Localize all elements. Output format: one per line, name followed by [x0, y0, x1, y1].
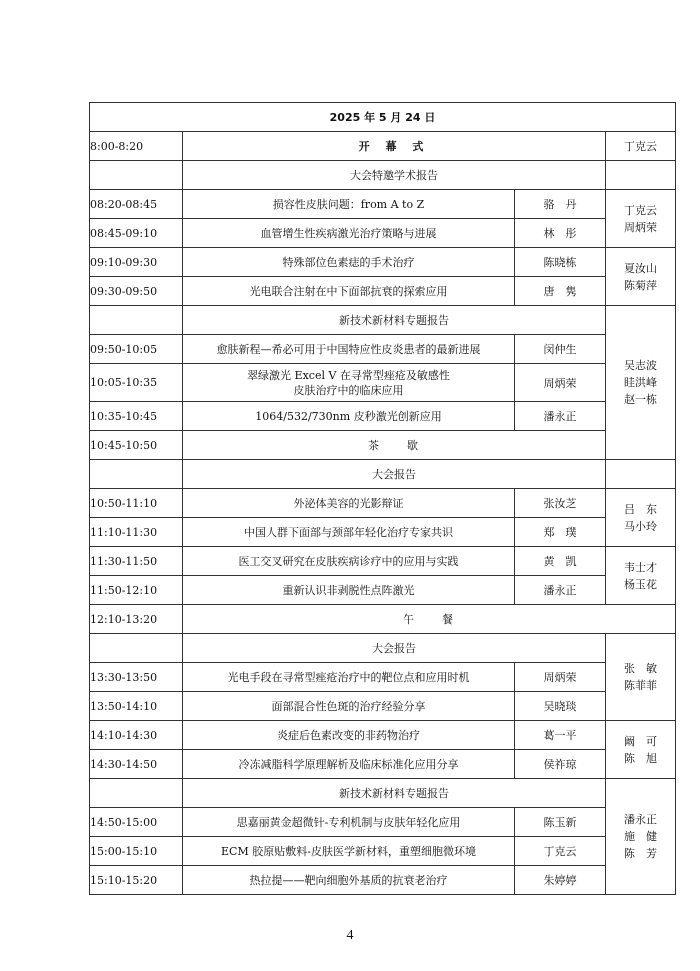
row-title: 血管增生性疾病激光治疗策略与进展	[183, 219, 515, 248]
row-speaker: 张汝芝	[515, 489, 606, 518]
row-speaker: 闵仲生	[515, 335, 606, 364]
session-chairs: 韦士才 杨玉花	[606, 547, 676, 605]
row-speaker: 骆 丹	[515, 190, 606, 219]
session-chairs: 潘永正 施 健 陈 芳	[606, 779, 676, 895]
row-time: 08:20-08:45	[90, 190, 183, 219]
row-title: 翠绿激光 Excel V 在寻常型痤疮及敏感性 皮肤治疗中的临床应用	[183, 364, 515, 402]
row-title: 1064/532/730nm 皮秒激光创新应用	[183, 402, 515, 431]
row-title: 中国人群下面部与颈部年轻化治疗专家共识	[183, 518, 515, 547]
section-header-newtech: 新技术新材料专题报告	[183, 779, 606, 808]
row-time: 13:30-13:50	[90, 663, 183, 692]
row-speaker: 陈玉新	[515, 808, 606, 837]
session-chairs: 张 敏 陈菲菲	[606, 634, 676, 721]
schedule-date: 2025 年 5 月 24 日	[90, 103, 676, 132]
session-chairs: 吕 东 马小玲	[606, 489, 676, 547]
row-speaker: 陈晓栋	[515, 248, 606, 277]
break-time: 10:45-10:50	[90, 431, 183, 460]
row-title: 光电手段在寻常型痤疮治疗中的靶位点和应用时机	[183, 663, 515, 692]
row-time: 10:05-10:35	[90, 364, 183, 402]
row-title: 损容性皮肤问题：from A to Z	[183, 190, 515, 219]
row-speaker: 丁克云	[515, 837, 606, 866]
row-title: 重新认识非剥脱性点阵激光	[183, 576, 515, 605]
section-header-report: 大会报告	[183, 460, 606, 489]
row-time: 14:10-14:30	[90, 721, 183, 750]
row-time: 14:50-15:00	[90, 808, 183, 837]
row-title: 炎症后色素改变的非药物治疗	[183, 721, 515, 750]
row-title: 光电联合注射在中下面部抗衰的探索应用	[183, 277, 515, 306]
session-chairs: 吴志波 眭洪峰 赵一栋	[606, 306, 676, 460]
row-speaker: 周炳荣	[515, 663, 606, 692]
tea-break: 茶 歇	[183, 431, 606, 460]
row-speaker: 朱婷婷	[515, 866, 606, 895]
row-time: 15:10-15:20	[90, 866, 183, 895]
lunch-time: 12:10-13:20	[90, 605, 183, 634]
row-time: 11:50-12:10	[90, 576, 183, 605]
section-header-report: 大会报告	[183, 634, 606, 663]
row-time: 08:45-09:10	[90, 219, 183, 248]
row-speaker: 葛一平	[515, 721, 606, 750]
schedule-table	[89, 102, 676, 895]
opening-chair: 丁克云	[606, 132, 676, 161]
section-header-invited: 大会特邀学术报告	[183, 161, 606, 190]
row-title: 思嘉丽黄金超微针-专利机制与皮肤年轻化应用	[183, 808, 515, 837]
session-chairs: 阚 可 陈 旭	[606, 721, 676, 779]
row-title: 医工交叉研究在皮肤疾病诊疗中的应用与实践	[183, 547, 515, 576]
row-title: 热拉提——靶向细胞外基质的抗衰老治疗	[183, 866, 515, 895]
row-time: 10:50-11:10	[90, 489, 183, 518]
section-header-newtech: 新技术新材料专题报告	[183, 306, 606, 335]
row-time: 09:30-09:50	[90, 277, 183, 306]
row-time: 11:10-11:30	[90, 518, 183, 547]
row-time: 11:30-11:50	[90, 547, 183, 576]
row-time: 13:50-14:10	[90, 692, 183, 721]
lunch-break: 午 餐	[183, 605, 676, 634]
row-time: 09:10-09:30	[90, 248, 183, 277]
row-speaker: 侯祚琼	[515, 750, 606, 779]
row-title: 面部混合性色斑的治疗经验分享	[183, 692, 515, 721]
row-speaker: 林 彤	[515, 219, 606, 248]
row-title: 外泌体美容的光影辩证	[183, 489, 515, 518]
row-speaker: 吴晓琰	[515, 692, 606, 721]
session-chairs: 夏汝山 陈菊萍	[606, 248, 676, 306]
opening-title: 开 幕 式	[183, 132, 606, 161]
row-speaker: 郑 璞	[515, 518, 606, 547]
row-speaker: 潘永正	[515, 576, 606, 605]
row-speaker: 唐 隽	[515, 277, 606, 306]
row-title: 愈肤新程—希必可用于中国特应性皮炎患者的最新进展	[183, 335, 515, 364]
row-speaker: 黄 凯	[515, 547, 606, 576]
row-time: 10:35-10:45	[90, 402, 183, 431]
row-title: 冷冻减脂科学原理解析及临床标准化应用分享	[183, 750, 515, 779]
session-chairs: 丁克云 周炳荣	[606, 190, 676, 248]
opening-time: 8:00-8:20	[90, 132, 183, 161]
row-time: 14:30-14:50	[90, 750, 183, 779]
row-speaker: 潘永正	[515, 402, 606, 431]
row-time: 09:50-10:05	[90, 335, 183, 364]
row-time: 15:00-15:10	[90, 837, 183, 866]
page-number: 4	[346, 928, 354, 943]
row-title: ECM 胶原贴敷料-皮肤医学新材料，重塑细胞微环境	[183, 837, 515, 866]
row-title: 特殊部位色素痣的手术治疗	[183, 248, 515, 277]
row-speaker: 周炳荣	[515, 364, 606, 402]
